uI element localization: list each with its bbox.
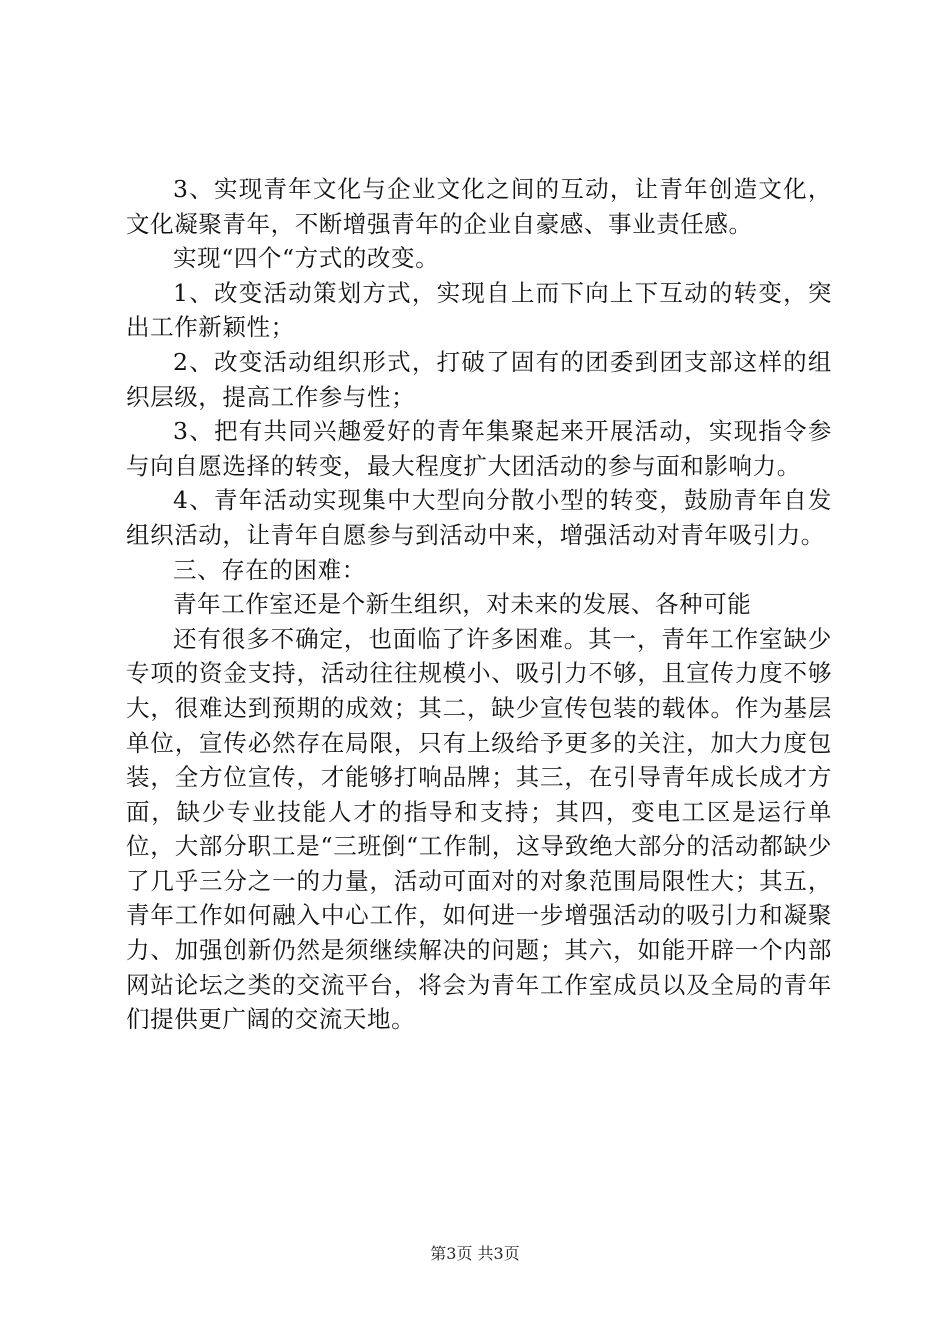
- paragraph-difficulties-detail: 还有很多不确定，也面临了许多困难。其一，青年工作室缺少专项的资金支持，活动往往规模小、吸引力不够，且宣传力度不够大，很难达到预期的成效；其二，缺少宣传包装的载体。作为基层单位，宣传必然存在局限，只有上级给予更多的关注，加大力度包装，全方位宣传，才能够打响品牌；其三，在引导青年成长成才方面，缺少专业技能人才的指导和支持；其四，变电工区是运行单位，大部分职工是“三班倒“工作制，这导致绝大部分的活动都缺少了几乎三分之一的力量，活动可面对的对象范围局限性大；其五，青年工作如何融入中心工作，如何进一步增强活动的吸引力和凝聚力、加强创新仍然是须继续解决的问题；其六，如能开辟一个内部网站论坛之类的交流平台，将会为青年工作室成员以及全局的青年们提供更广阔的交流天地。: [126, 624, 832, 1034]
- paragraph-interest-groups: 3、把有共同兴趣爱好的青年集聚起来开展活动，实现指令参与向自愿选择的转变，最大程度扩大团活动的参与面和影响力。: [126, 417, 832, 480]
- section-heading-difficulties: 三、存在的困难：: [173, 555, 366, 584]
- page-footer: [0, 1244, 950, 1264]
- paragraph-youth-culture-interaction: 3、实现青年文化与企业文化之间的互动，让青年创造文化，文化凝聚青年，不断增强青年的企业自豪感、事业责任感。: [126, 175, 832, 238]
- paragraph-difficulties-intro: 青年工作室还是个新生组织，对未来的发展、各种可能: [173, 590, 752, 619]
- paragraph-change-organization: 2、改变活动组织形式，打破了固有的团委到团支部这样的组织层级，提高工作参与性；: [126, 347, 832, 411]
- page-number-label: 第3页 共3页: [430, 1244, 520, 1263]
- document-body: [126, 172, 832, 1037]
- paragraph-small-scale-activities: 4、青年活动实现集中大型向分散小型的转变，鼓励青年自发组织活动，让青年自愿参与到活动中来，增强活动对青年吸引力。: [126, 486, 832, 549]
- paragraph-four-changes-heading: 实现“四个“方式的改变。: [173, 244, 440, 273]
- paragraph-change-planning: 1、改变活动策划方式，实现自上而下向上下互动的转变，突出工作新颖性；: [126, 278, 832, 342]
